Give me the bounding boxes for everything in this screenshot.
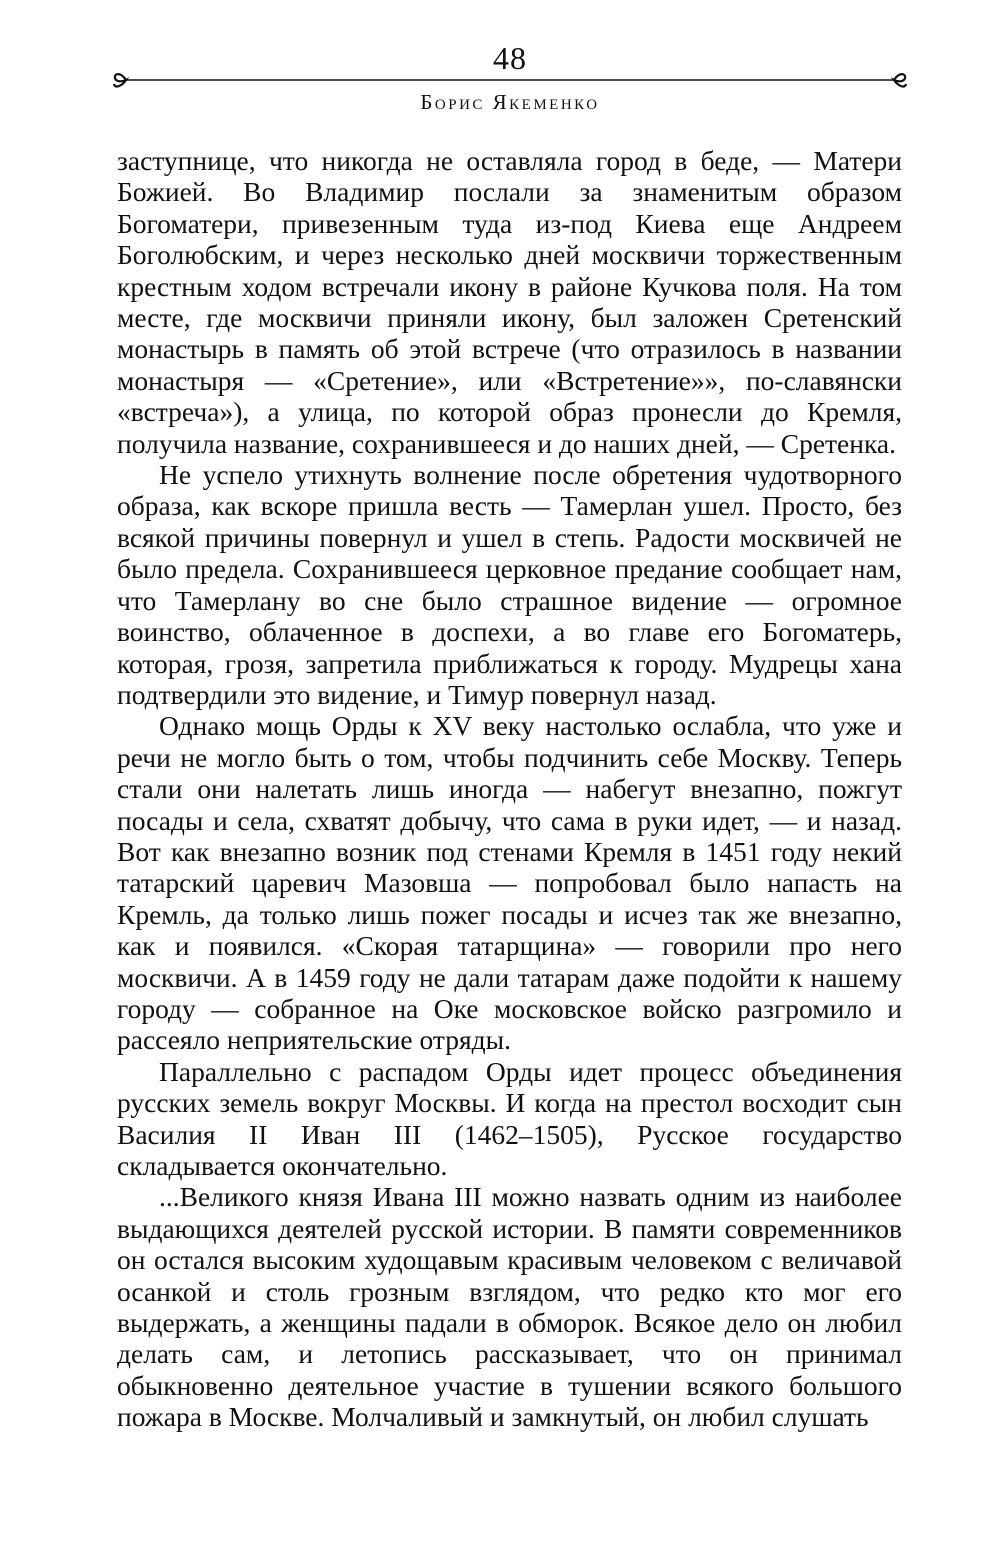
- paragraph: заступнице, что никогда не оставляла город в беде, — Матери Божией. Во Владимир послали за знаменитым образом Богоматери, привезенным туда из-под Киева еще Андреем Боголюбским, и через несколько дней москвичи торжественным крестным ходом встречали икону в районе Кучкова поля. На том месте, где москвичи приняли икону, был заложен Сретенский монастырь в память об этой встрече (что отразилось в названии монастыря — «Сретение», или «Встретение»», по-славянски «встреча»), а улица, по которой образ пронесли до Кремля, получила название, сохранившееся и до наших дней, — Сретенка.: [117, 145, 902, 459]
- paragraph: Параллельно с распадом Орды идет процесс объединения русских земель вокруг Москвы. И когда на престол восходит сын Василия II Иван III (1462–1505), Русское государство складывается окончательно.: [117, 1055, 902, 1181]
- page-number: 48: [493, 40, 527, 76]
- paragraph: ...Великого князя Ивана III можно назвать одним из наиболее выдающихся деятелей русской истории. В памяти современников он остался высоким худощавым красивым человеком с величавой осанкой и столь грозным взглядом, что редко кто мог его выдержать, а женщины падали в обморок. Всякое дело он любил делать сам, и летопись рассказывает, что он принимал обыкновенно деятельное участие в тушении всякого большого пожара в Москве. Молчаливый и замкнутый, он любил слушать: [117, 1181, 902, 1433]
- paragraph: Однако мощь Орды к XV веку настолько ослабла, что уже и речи не могло быть о том, чтобы подчинить себе Москву. Теперь стали они налетать лишь иногда — набегут внезапно, пожгут посады и села, схватят добычу, что сама в руки идет, — и назад. Вот как внезапно возник под стенами Кремля в 1451 году некий татарский царевич Мазовша — попробовал было напасть на Кремль, да только лишь пожег посады и исчез так же внезапно, как и появился. «Скорая татарщина» — говорили про него москвичи. А в 1459 году не дали татарам даже подойти к нашему городу — собранное на Оке московское войско разгромило и рассеяло неприятельские отряды.: [117, 710, 902, 1056]
- running-head-author: Борис Якеменко: [420, 90, 600, 114]
- page-header: [112, 0, 908, 130]
- paragraph: Не успело утихнуть волнение после обретения чудотворного образа, как вскоре пришла весть — Тамерлан ушел. Просто, без всякой причины повернул и ушел в степь. Радости москвичей не было предела. Сохранившееся церковное предание сообщает нам, что Тамерлану во сне было страшное видение — огромное воинство, облаченное в доспехи, а во главе его Богоматерь, которая, грозя, запретила приближаться к городу. Мудрецы хана подтвердили это видение, и Тимур повернул назад.: [117, 459, 902, 710]
- body-text: [117, 145, 902, 1433]
